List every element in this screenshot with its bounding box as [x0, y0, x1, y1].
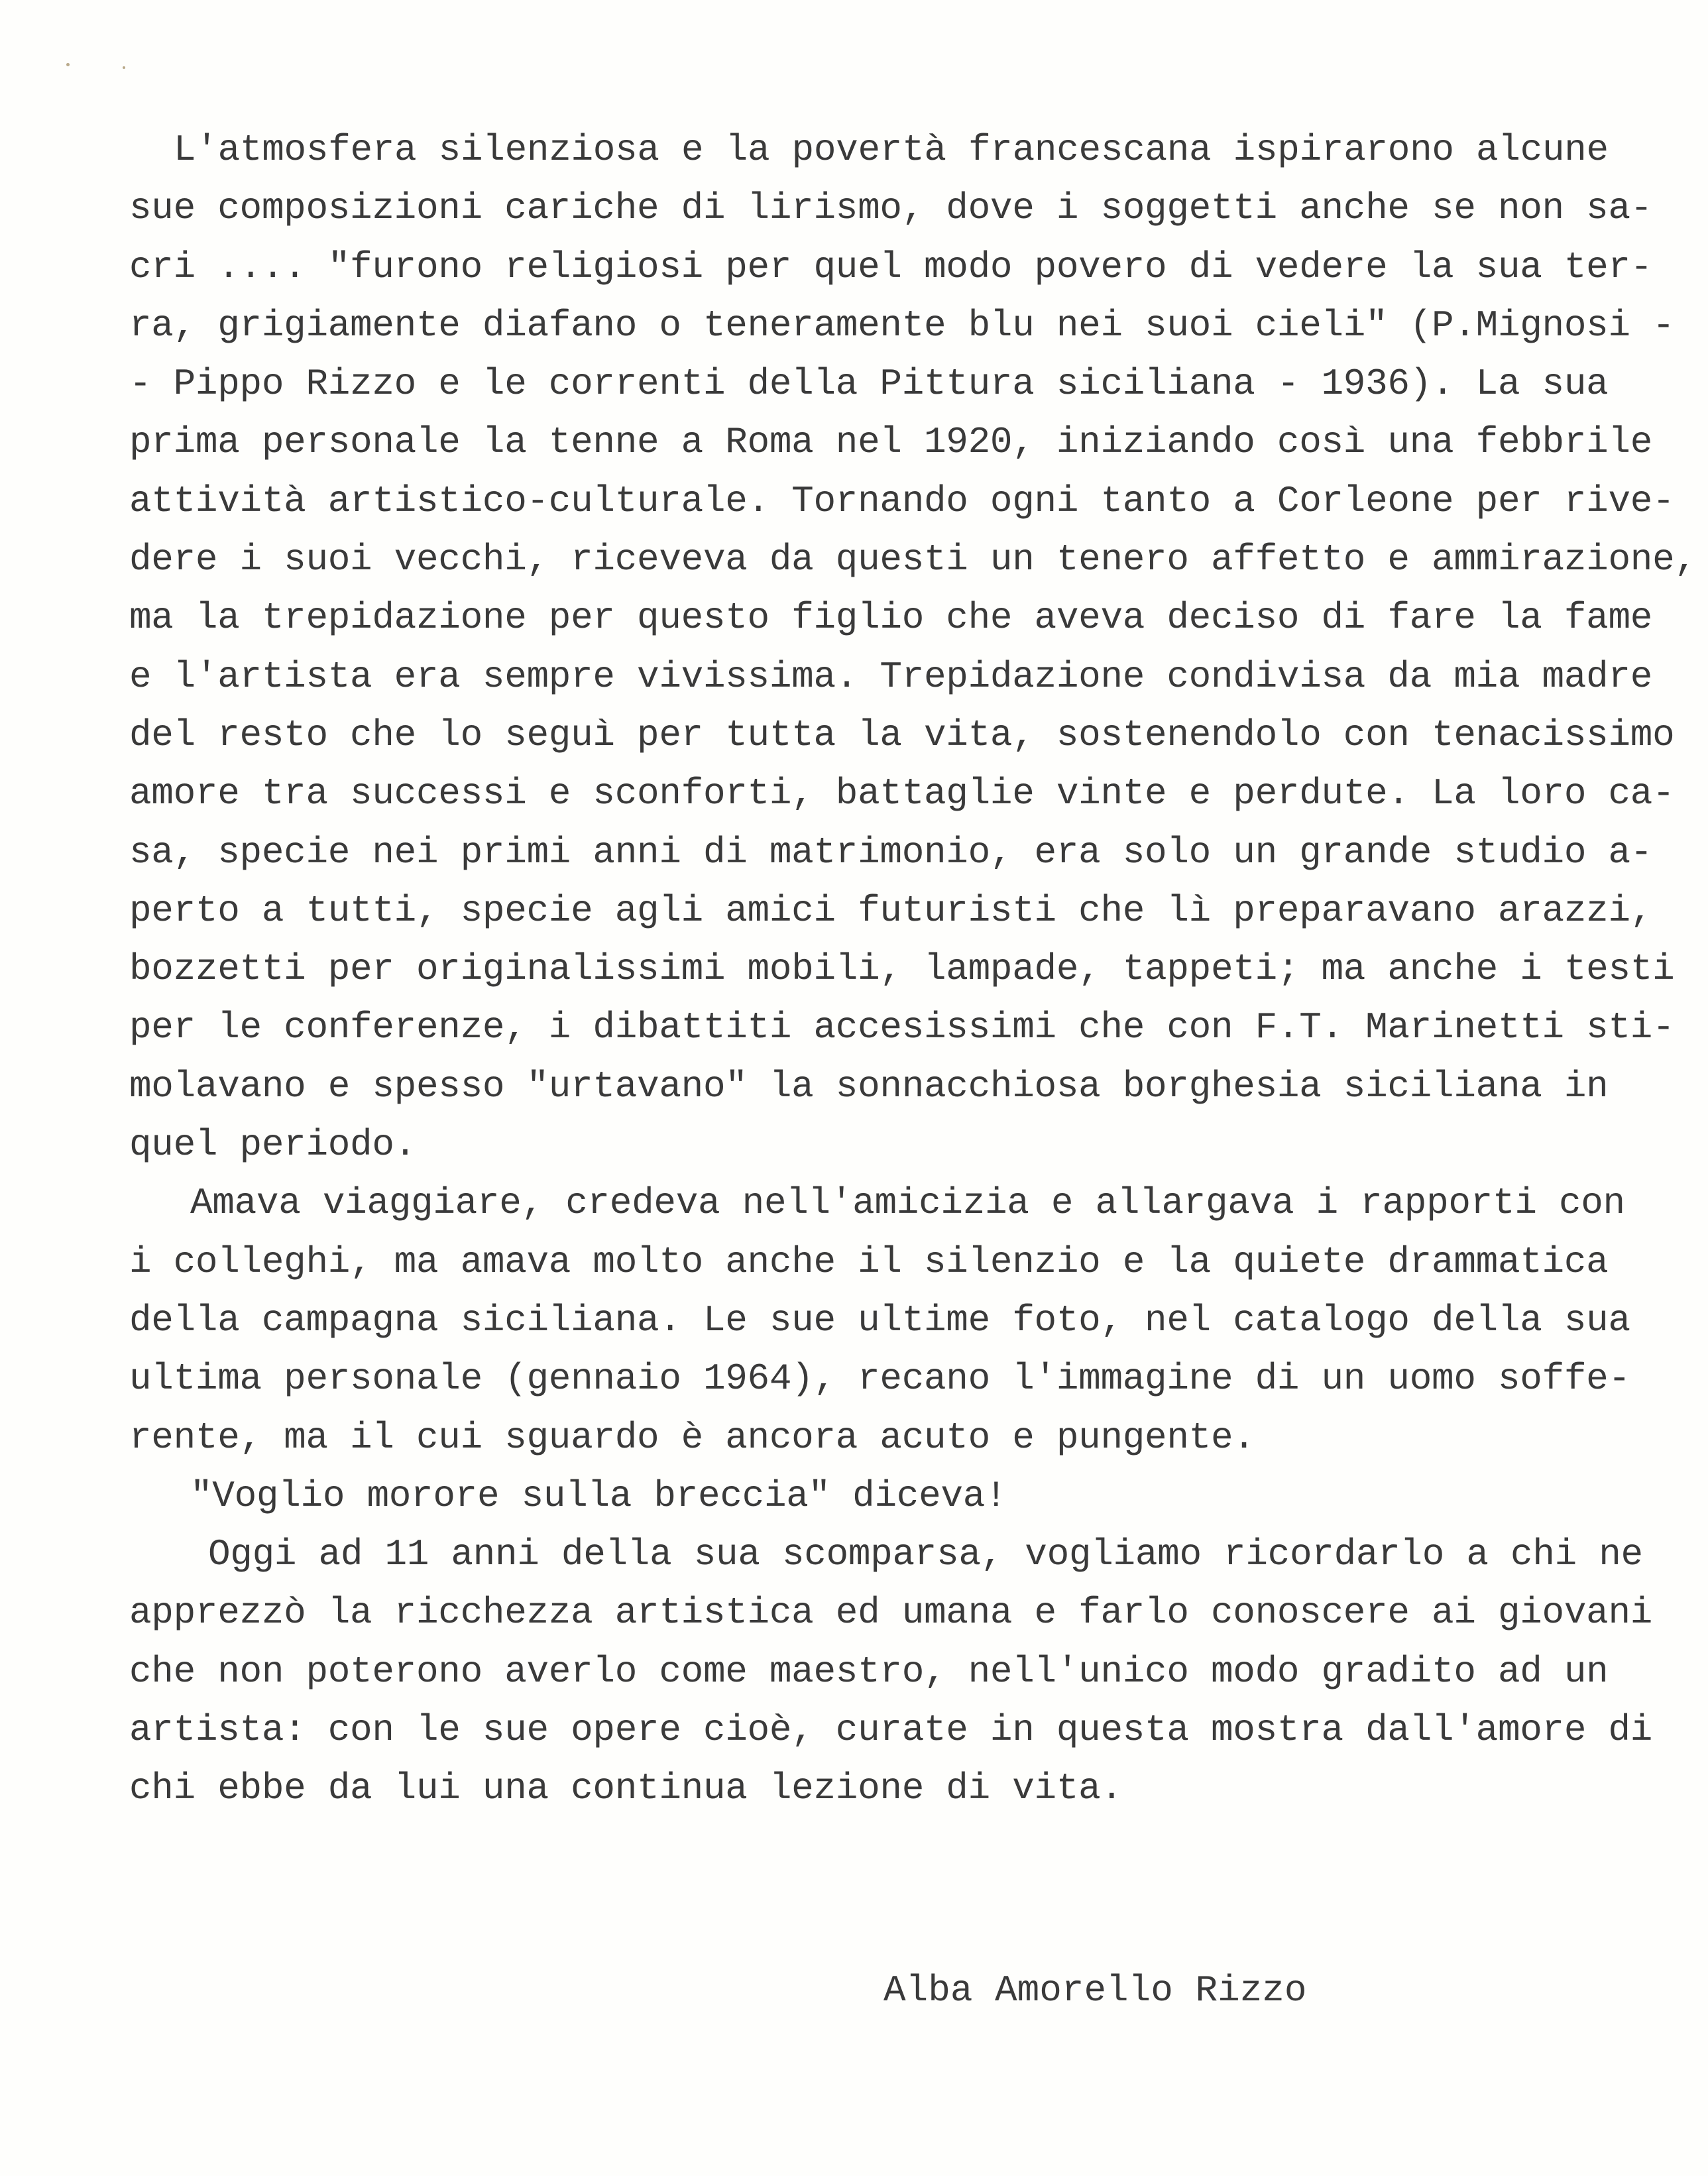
text-line: della campagna siciliana. Le sue ultime foto, nel catalogo della sua [129, 1298, 1630, 1342]
text-line: ma la trepidazione per questo figlio che aveva deciso di fare la fame [129, 597, 1653, 640]
text-line: sue composizioni cariche di lirismo, dove i soggetti anche se non sa- [129, 187, 1653, 230]
paragraph-1 [129, 121, 1697, 1174]
text-line: Amava viaggiare, credeva nell'amicizia e allargava i rapporti con [190, 1182, 1625, 1225]
text-line: prima personale la tenne a Roma nel 1920, iniziando così una febbrile [129, 421, 1653, 464]
text-line: e l'artista era sempre vivissima. Trepidazione condivisa da mia madre [129, 655, 1653, 698]
text-line: bozzetti per originalissimi mobili, lampade, tappeti; ma anche i testi [129, 948, 1675, 991]
text-line: i colleghi, ma amava molto anche il silenzio e la quiete drammatica [129, 1240, 1609, 1283]
text-line: sa, specie nei primi anni di matrimonio, era solo un grande studio a- [129, 830, 1653, 874]
text-line: quel periodo. [129, 1123, 416, 1167]
text-line: per le conferenze, i dibattiti accesissimi che con F.T. Marinetti sti- [129, 1006, 1675, 1049]
text-line: ra, grigiamente diafano o teneramente blu nei suoi cieli" (P.Mignosi - [129, 304, 1675, 347]
document-body [129, 121, 1697, 1818]
text-line: attività artistico-culturale. Tornando ogni tanto a Corleone per rive- [129, 479, 1675, 522]
text-line: "Voglio morore sulla breccia" diceva! [190, 1474, 1007, 1517]
text-line: Oggi ad 11 anni della sua scomparsa, vogliamo ricordarlo a chi ne [208, 1533, 1643, 1576]
text-line: dere i suoi vecchi, riceveva da questi un tenero affetto e ammirazione, [129, 538, 1697, 581]
text-line: che non poterono averlo come maestro, nell'unico modo gradito ad un [129, 1650, 1609, 1693]
text-line: molavano e spesso "urtavano" la sonnacchiosa borghesia siciliana in [129, 1064, 1609, 1108]
text-line: perto a tutti, specie agli amici futuristi che lì preparavano arazzi, [129, 889, 1653, 932]
text-line: ultima personale (gennaio 1964), recano l'immagine di un uomo soffe- [129, 1357, 1630, 1401]
text-line: chi ebbe da lui una continua lezione di vita. [129, 1767, 1123, 1810]
text-line: del resto che lo seguì per tutta la vita, sostenendolo con tenacissimo [129, 713, 1675, 756]
paper-speck [123, 66, 125, 69]
text-line: amore tra successi e sconforti, battaglie vinte e perdute. La loro ca- [129, 772, 1675, 815]
signature: Alba Amorello Rizzo [883, 1969, 1307, 2012]
text-line: artista: con le sue opere cioè, curate in questa mostra dall'amore di [129, 1709, 1653, 1752]
text-line: apprezzò la ricchezza artistica ed umana e farlo conoscere ai giovani [129, 1591, 1653, 1634]
text-line: - Pippo Rizzo e le correnti della Pittura siciliana - 1936). La sua [129, 363, 1609, 406]
text-line: rente, ma il cui sguardo è ancora acuto e pungente. [129, 1416, 1255, 1459]
paragraph-4 [129, 1525, 1653, 1817]
paragraph-2 [129, 1174, 1630, 1466]
text-line: L'atmosfera silenziosa e la povertà francescana ispirarono alcune [174, 129, 1609, 171]
paper-speck [66, 63, 70, 66]
paragraph-3 [129, 1467, 1621, 1525]
text-line: cri .... "furono religiosi per quel modo povero di vedere la sua ter- [129, 245, 1653, 288]
